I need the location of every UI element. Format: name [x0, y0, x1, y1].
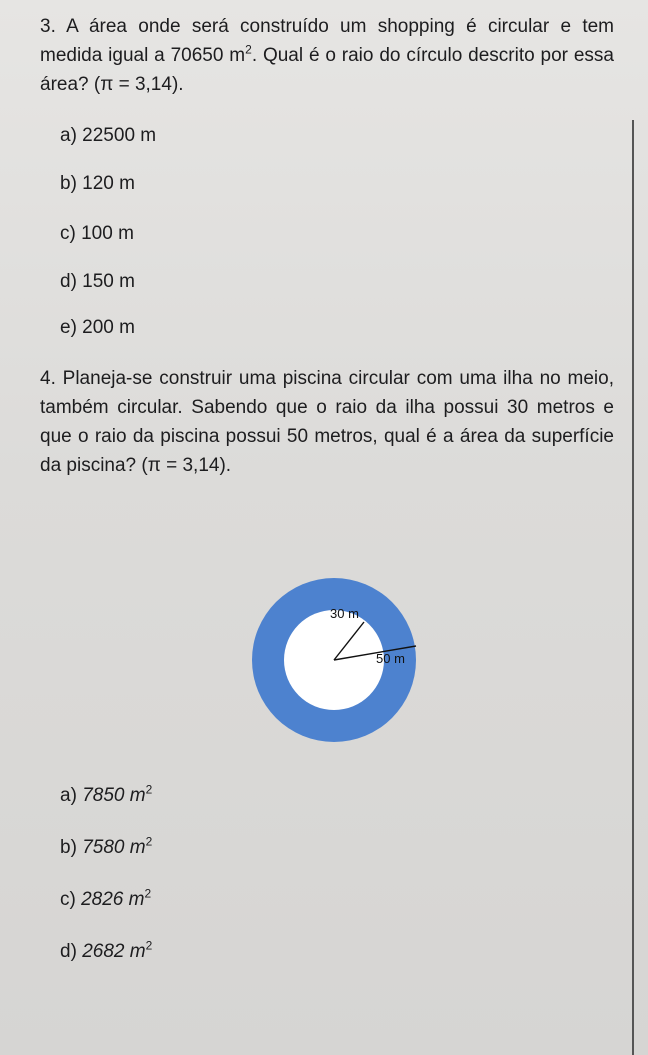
option-value: 2682 m: [82, 941, 146, 962]
question-4-option-d[interactable]: [60, 940, 152, 964]
question-3-suffix: . Qual é o raio do círculo descrito por essa área? (π = 3,14).: [40, 45, 614, 95]
pool-diagram: [226, 546, 446, 766]
question-3-option-c[interactable]: c) 100 m: [60, 223, 134, 244]
option-superscript: 2: [145, 782, 153, 797]
question-4-option-b[interactable]: [60, 836, 152, 860]
question-3-option-e[interactable]: e) 200 m: [60, 317, 135, 338]
question-4-option-c[interactable]: [60, 888, 151, 912]
question-3-text: [40, 12, 614, 99]
option-superscript: 2: [145, 938, 153, 953]
question-3-prefix: 3. A área onde será construído um shopping é circular e tem medida igual a 70650 m: [40, 16, 614, 66]
outer-radius-label: 50 m: [376, 651, 405, 666]
option-letter: c): [60, 889, 76, 910]
option-value: 2826 m: [81, 889, 145, 910]
option-superscript: 2: [144, 886, 152, 901]
question-4-text: 4. Planeja-se construir uma piscina circular com uma ilha no meio, também circular. Sabendo que o raio da ilha possui 30 metros e que o raio da piscina possui 50 metros, qual é a área da superfície da piscina? (π = 3,14).: [40, 368, 614, 476]
pool-ring-svg: [226, 546, 446, 766]
option-value: 7580 m: [82, 837, 146, 858]
option-superscript: 2: [145, 834, 153, 849]
option-letter: b): [60, 837, 77, 858]
question-3-option-d[interactable]: d) 150 m: [60, 271, 135, 292]
question-3-superscript: 2: [245, 42, 252, 57]
option-letter: d): [60, 941, 77, 962]
question-4-option-a[interactable]: [60, 784, 152, 808]
question-3-option-b[interactable]: b) 120 m: [60, 173, 135, 194]
option-value: 7850 m: [82, 785, 146, 806]
question-3-option-a[interactable]: a) 22500 m: [60, 125, 157, 146]
option-letter: a): [60, 785, 77, 806]
page-border-line: [632, 120, 634, 1055]
inner-radius-label: 30 m: [330, 606, 359, 621]
